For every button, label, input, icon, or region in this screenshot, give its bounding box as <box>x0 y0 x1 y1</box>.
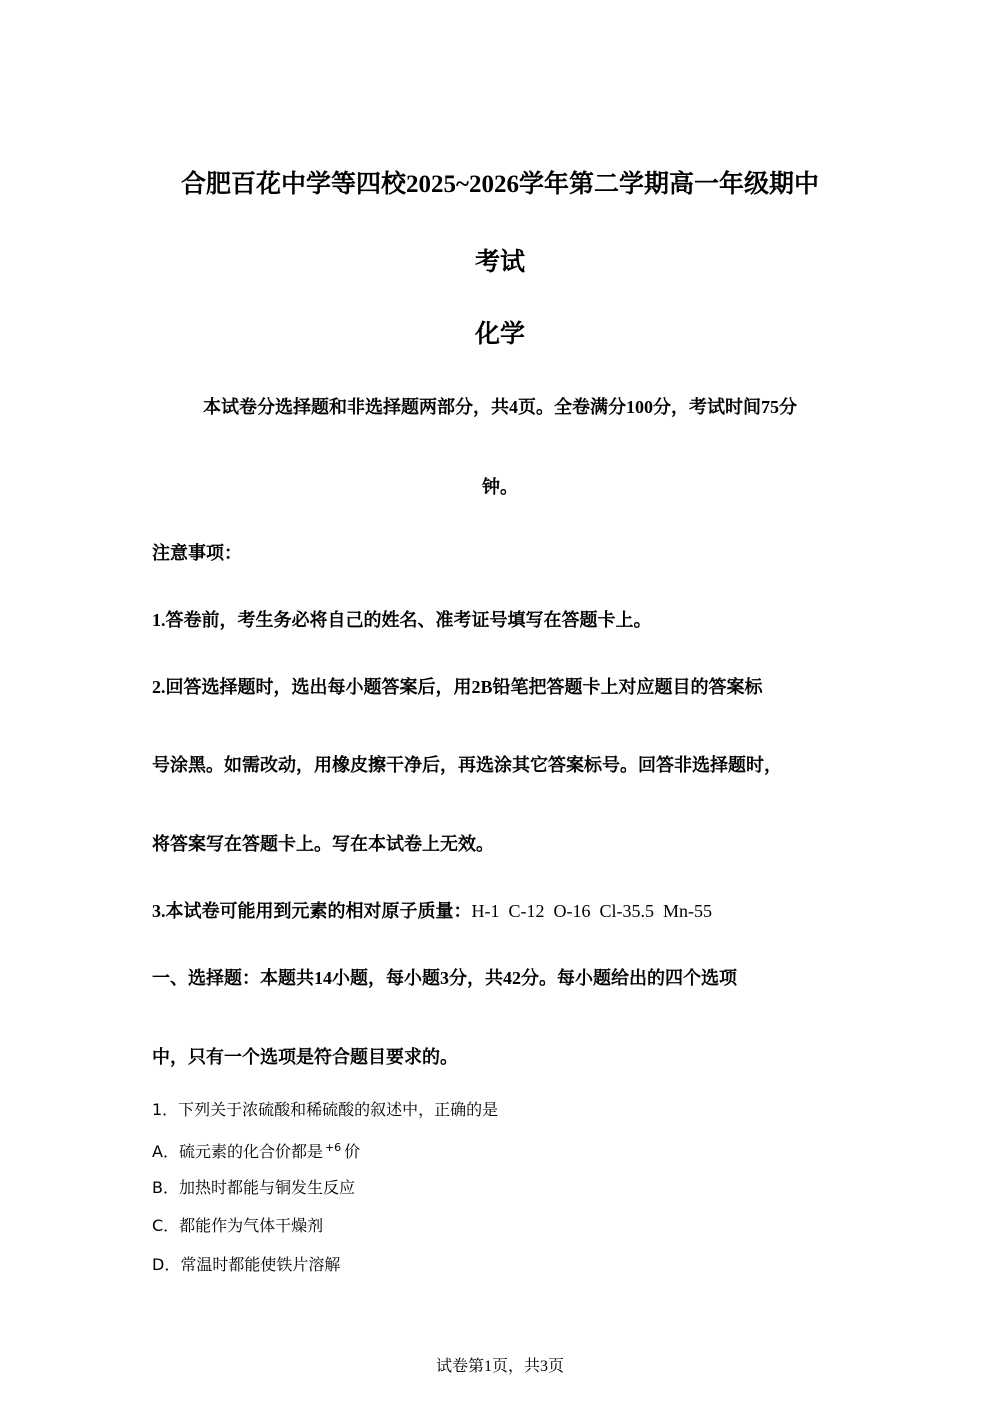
option-a-suffix: 价 <box>344 1142 361 1161</box>
section1-heading-line2: 中，只有一个选项是符合题目要求的。 <box>152 1047 458 1067</box>
exam-title-line2: 考试 <box>474 249 525 276</box>
question1-option-b: B．加热时都能与铜发生反应 <box>152 1178 355 1197</box>
subject-title: 化学 <box>474 321 525 348</box>
notes-item1: 1.答卷前，考生务必将自己的姓名、准考证号填写在答题卡上。 <box>152 610 652 630</box>
notes-item3 <box>152 899 712 923</box>
atomic-mass-values: H-1 C-12 O-16 Cl-35.5 Mn-55 <box>471 901 712 921</box>
section1-heading-line1: 一、选择题：本题共14小题，每小题3分，共42分。每小题给出的四个选项 <box>152 968 737 988</box>
intro-line1: 本试卷分选择题和非选择题两部分，共4页。全卷满分100分，考试时间75分 <box>203 397 797 417</box>
question1-option-c: C．都能作为气体干燥剂 <box>152 1216 324 1235</box>
question1-option-d: D．常温时都能使铁片溶解 <box>152 1255 341 1274</box>
exam-title-line1: 合肥百花中学等四校2025~2026学年第二学期高一年级期中 <box>180 171 819 198</box>
notes-item2-line1: 2.回答选择题时，选出每小题答案后，用2B铅笔把答题卡上对应题目的答案标 <box>152 677 763 697</box>
question1-stem: 1．下列关于浓硫酸和稀硫酸的叙述中，正确的是 <box>152 1100 499 1119</box>
question1-option-a <box>152 1137 360 1163</box>
notes-item2-line3: 将答案写在答题卡上。写在本试卷上无效。 <box>152 834 494 854</box>
page-footer: 试卷第1页，共3页 <box>435 1358 564 1375</box>
intro-line2: 钟。 <box>482 477 518 497</box>
notes-item3-label: 3.本试卷可能用到元素的相对原子质量： <box>152 901 472 921</box>
option-a-text: A．硫元素的化合价都是 <box>152 1142 323 1161</box>
valence-superscript: +6 <box>324 1141 342 1154</box>
notes-heading: 注意事项： <box>152 543 242 563</box>
notes-item2-line2: 号涂黑。如需改动，用橡皮擦干净后，再选涂其它答案标号。回答非选择题时， <box>152 755 782 775</box>
